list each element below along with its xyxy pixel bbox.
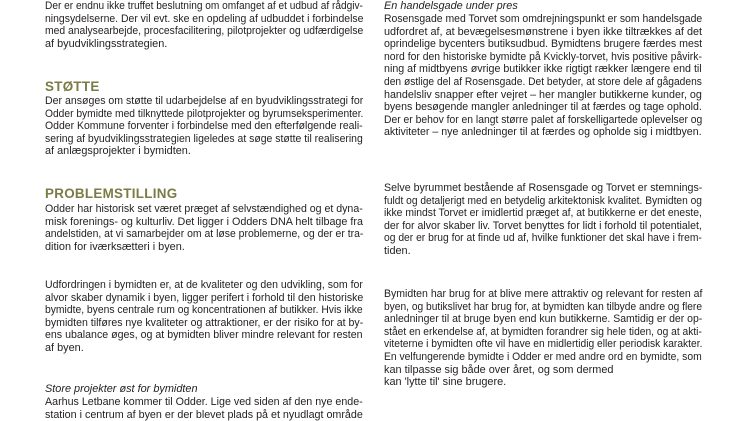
text-line: nord for den historiske bymidte på Kvickly-torvet, hvis positive påvirk- <box>384 50 702 63</box>
text-line: med analysearbejde, procesfacilitering, pilotprojekter og udfærdigelse <box>45 25 364 38</box>
text-line: der for alvor skaber liv. Torvet benyttes for lidt i forhold til potentialet, <box>384 219 702 232</box>
text-line: misk forenings- og kulturliv. Det ligger i Odders DNA helt tilbage fra <box>45 215 363 228</box>
text-line: viteterne i bymidten ofte vil have en midlertidig eller periodisk karakter. <box>384 338 703 351</box>
subheading-store-projekter: Store projekter øst for bymidten <box>45 383 198 395</box>
problemstilling-heading: PROBLEMSTILLING <box>45 186 178 201</box>
right-paragraph-3 <box>384 288 723 389</box>
text-line: bymidten tilføres nye kvaliteter og attraktioner, er der risiko for at by- <box>45 316 364 329</box>
right-paragraph-1 <box>384 13 722 139</box>
text-line: Selve byrummet bestående af Rosensgade og Torvet er stemnings- <box>384 182 703 194</box>
text-line: og der er brug for at finde ud af, hvilke funktioner det skal have i frem- <box>384 232 702 245</box>
text-line: tiden. <box>384 244 411 257</box>
text-line: handelsliv snapper efter vejret – her mangler butikkerne kunder, og <box>384 88 702 101</box>
text-line: Der er endnu ikke truffet beslutning om omfanget af et udbud af rådgiv- <box>45 0 363 12</box>
text-line: station i centrum af byen er der blevet plads på et nyudlagt område <box>45 408 363 421</box>
text-line: En velfungerende bymidte i Odder er med andre ord en bymidte, som <box>384 350 702 363</box>
text-line: af byudviklingsstrategien. <box>45 37 168 50</box>
intro-paragraph <box>45 0 387 50</box>
text-line: fuldt og detaljerigt med en betydelig arkitektonisk kvalitet. Bymidten og <box>384 194 702 207</box>
text-line: aktiviteter – nye anledninger til at færdes og opholde sig i midtbyen. <box>384 126 702 139</box>
text-line: Bymidten har brug for at blive mere attraktiv og relevant for resten af <box>384 288 703 300</box>
text-line: ning af midtbyens øvrige butikker ikke rigtigt rækker længere end til <box>384 63 702 76</box>
text-line: kan tilpasse sig både over året, og som dermed <box>384 363 614 376</box>
right-paragraph-2 <box>384 182 723 258</box>
text-line: bymidte, byens centrale rum og koncentrationen af butikker. Hvis ikke <box>45 304 363 317</box>
problem-paragraph-3 <box>45 396 369 421</box>
text-line: Odder Kommune forventer i forbindelse med den efterfølgende reali- <box>45 120 363 133</box>
text-line: alvor skaber dynamik i byen, ligger perifert i forhold til den historiske <box>45 291 364 304</box>
text-line: oprindelige bycenters butiksudbud. Bymidtens brugere færdes mest <box>384 38 703 51</box>
text-line: dition for iværksætteri i byen. <box>45 240 185 253</box>
text-line: sering af byudviklingsstrategien ligeledes at søge støtte til realisering <box>45 132 363 145</box>
text-line: Udfordringen i bymidten er, at de kvaliteter og den udvikling, som for <box>45 279 363 291</box>
text-line: byen, og butikslivet har brug for, at bymidten kan tilbyde andre og flere <box>384 300 703 313</box>
text-line: stået en erkendelse af, at bymidten forandrer sig hele tiden, og at akti- <box>384 325 702 338</box>
text-line: Odder har historisk set været præget af selvstændighed og et dyna- <box>45 203 363 215</box>
text-line: af byen. <box>45 341 84 354</box>
text-line: ens ubalance øges, og at bymidten bliver mindre relevant for resten <box>45 329 363 342</box>
stotte-heading: STØTTE <box>45 79 100 94</box>
text-line: byens besøgende mangler anledninger til at færdes og tage ophold. <box>384 101 702 114</box>
text-line: udfordret af, at bevægelsesmønstrene i byen ikke tiltrækkes af det <box>384 25 703 38</box>
text-line: af anlægsprojekter i bymidten. <box>45 145 191 158</box>
text-line: ningsydelserne. Der vil evt. ske en opdeling af udbuddet i forbindelse <box>45 12 364 25</box>
text-line: Rosensgade med Torvet som omdrejningspunkt er som handelsgade <box>384 13 703 25</box>
problem-paragraph-2 <box>45 279 380 355</box>
text-line: andelstiden, at vi samarbejder om at løse problemerne, og der er tra- <box>45 228 364 241</box>
text-line: ikke mindst Torvet er imidlertid præget af, at butikkerne er det eneste, <box>384 207 702 220</box>
text-line: Der er behov for en langt større palet af forskelligartede oplevelser og <box>384 113 703 126</box>
stotte-paragraph <box>45 95 383 158</box>
text-line: Odder bymidte med tilknyttede pilotprojekter og byrumseksperimenter. <box>45 107 364 120</box>
text-line: den østlige del af Rosensgade. Det betyder, at store dele af gågadens <box>384 75 702 88</box>
subheading-handelsgade: En handelsgade under pres <box>384 0 518 12</box>
text-line: kan 'lytte til' sine brugere. <box>384 376 507 389</box>
text-line: Der ansøges om støtte til udarbejdelse af en byudviklingsstrategi for <box>45 95 364 107</box>
problem-paragraph-1 <box>45 203 377 253</box>
text-line: anledninger til at bruge byen end kun butikkerne. Samtidig er der op- <box>384 313 703 326</box>
text-line: Aarhus Letbane kommer til Odder. Lige ved siden af den nye ende- <box>45 396 363 408</box>
